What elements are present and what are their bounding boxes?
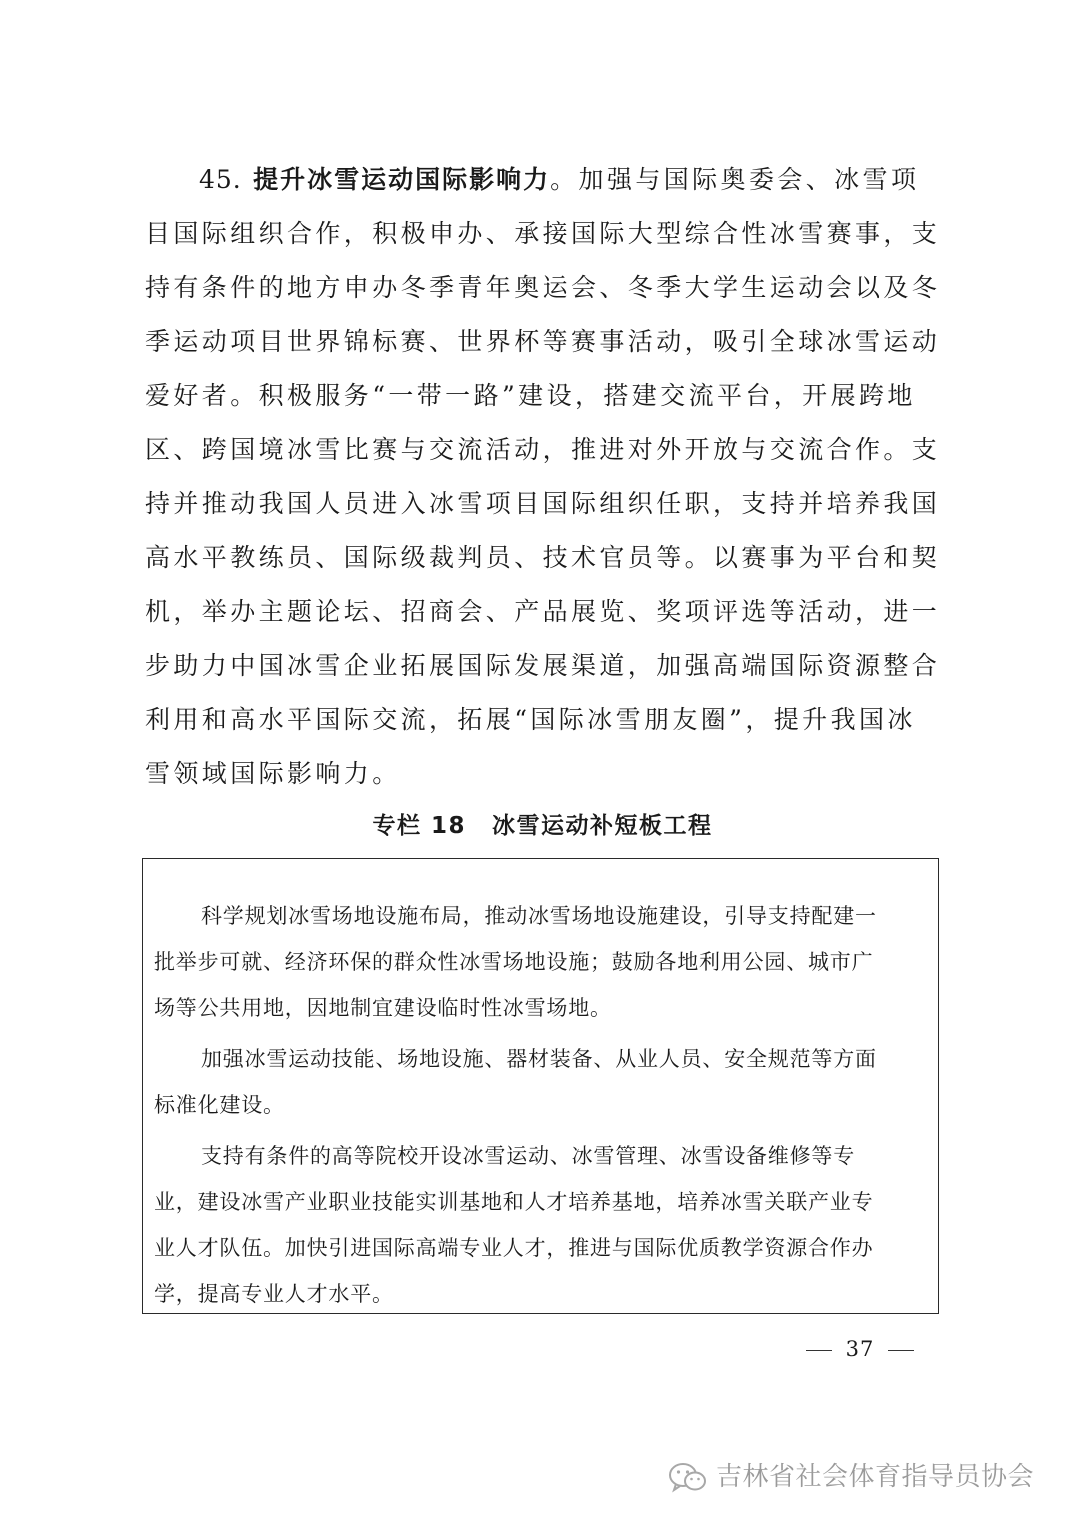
column-line: 学，提高专业人才水平。 (154, 1282, 394, 1306)
page-number-value: 37 (845, 1337, 875, 1361)
watermark-text: 吉林省社会体育指导员协会 (716, 1462, 1035, 1492)
page-number-dash-left (806, 1350, 832, 1351)
watermark (668, 1455, 1034, 1499)
column-line: 场等公共用地，因地制宜建设临时性冰雪场地。 (154, 996, 612, 1020)
column-box (142, 858, 939, 1314)
column-line: 业人才队伍。加快引进国际高端专业人才，推进与国际优质教学资源合作办 (154, 1236, 874, 1260)
section-line: 爱好者。积极服务“一带一路”建设，搭建交流平台，开展跨地 (145, 381, 916, 410)
section-line: 机，举办主题论坛、招商会、产品展览、奖项评选等活动，进一 (145, 597, 941, 626)
section-line: 季运动项目世界锦标赛、世界杯等赛事活动，吸引全球冰雪运动 (145, 327, 941, 356)
section-number: 45. (199, 165, 242, 194)
column-title-text: 冰雪运动补短板工程 (492, 813, 713, 839)
wechat-icon (668, 1461, 708, 1495)
column-line: 科学规划冰雪场地设施布局，推动冰雪场地设施建设，引导支持配建一 (201, 904, 877, 928)
section-45 (145, 153, 940, 801)
section-line: 持并推动我国人员进入冰雪项目国际组织任职，支持并培养我国 (145, 489, 941, 518)
column-box-content (154, 893, 934, 1317)
column-paragraph (154, 1133, 934, 1317)
section-line: 步助力中国冰雪企业拓展国际发展渠道，加强高端国际资源整合 (145, 651, 941, 680)
column-line: 批举步可就、经济环保的群众性冰雪场地设施；鼓励各地利用公园、城市广 (154, 950, 874, 974)
column-line: 加强冰雪运动技能、场地设施、器材装备、从业人员、安全规范等方面 (201, 1047, 877, 1071)
section-line: 利用和高水平国际交流，拓展“国际冰雪朋友圈”，提升我国冰 (145, 705, 916, 734)
section-heading-punct: 。 (550, 165, 579, 194)
section-heading: 提升冰雪运动国际影响力 (253, 165, 551, 194)
column-label: 专栏 18 (372, 813, 466, 839)
section-first-line (145, 153, 940, 207)
section-line: 高水平教练员、国际级裁判员、技术官员等。以赛事为平台和契 (145, 543, 941, 572)
column-title (145, 806, 940, 846)
column-line: 支持有条件的高等院校开设冰雪运动、冰雪管理、冰雪设备维修等专 (201, 1144, 855, 1168)
column-paragraph (154, 893, 934, 1031)
page-number (790, 1334, 930, 1364)
column-paragraph (154, 1036, 934, 1128)
section-line: 区、跨国境冰雪比赛与交流活动，推进对外开放与交流合作。支 (145, 435, 941, 464)
section-line: 持有条件的地方申办冬季青年奥运会、冬季大学生运动会以及冬 (145, 273, 941, 302)
column-line: 标准化建设。 (154, 1093, 285, 1117)
section-line: 加强与国际奥委会、冰雪项 (578, 165, 920, 194)
section-line: 目国际组织合作，积极申办、承接国际大型综合性冰雪赛事，支 (145, 219, 941, 248)
column-line: 业，建设冰雪产业职业技能实训基地和人才培养基地，培养冰雪关联产业专 (154, 1190, 874, 1214)
section-line: 雪领域国际影响力。 (145, 759, 401, 788)
page-number-dash-right (888, 1350, 914, 1351)
